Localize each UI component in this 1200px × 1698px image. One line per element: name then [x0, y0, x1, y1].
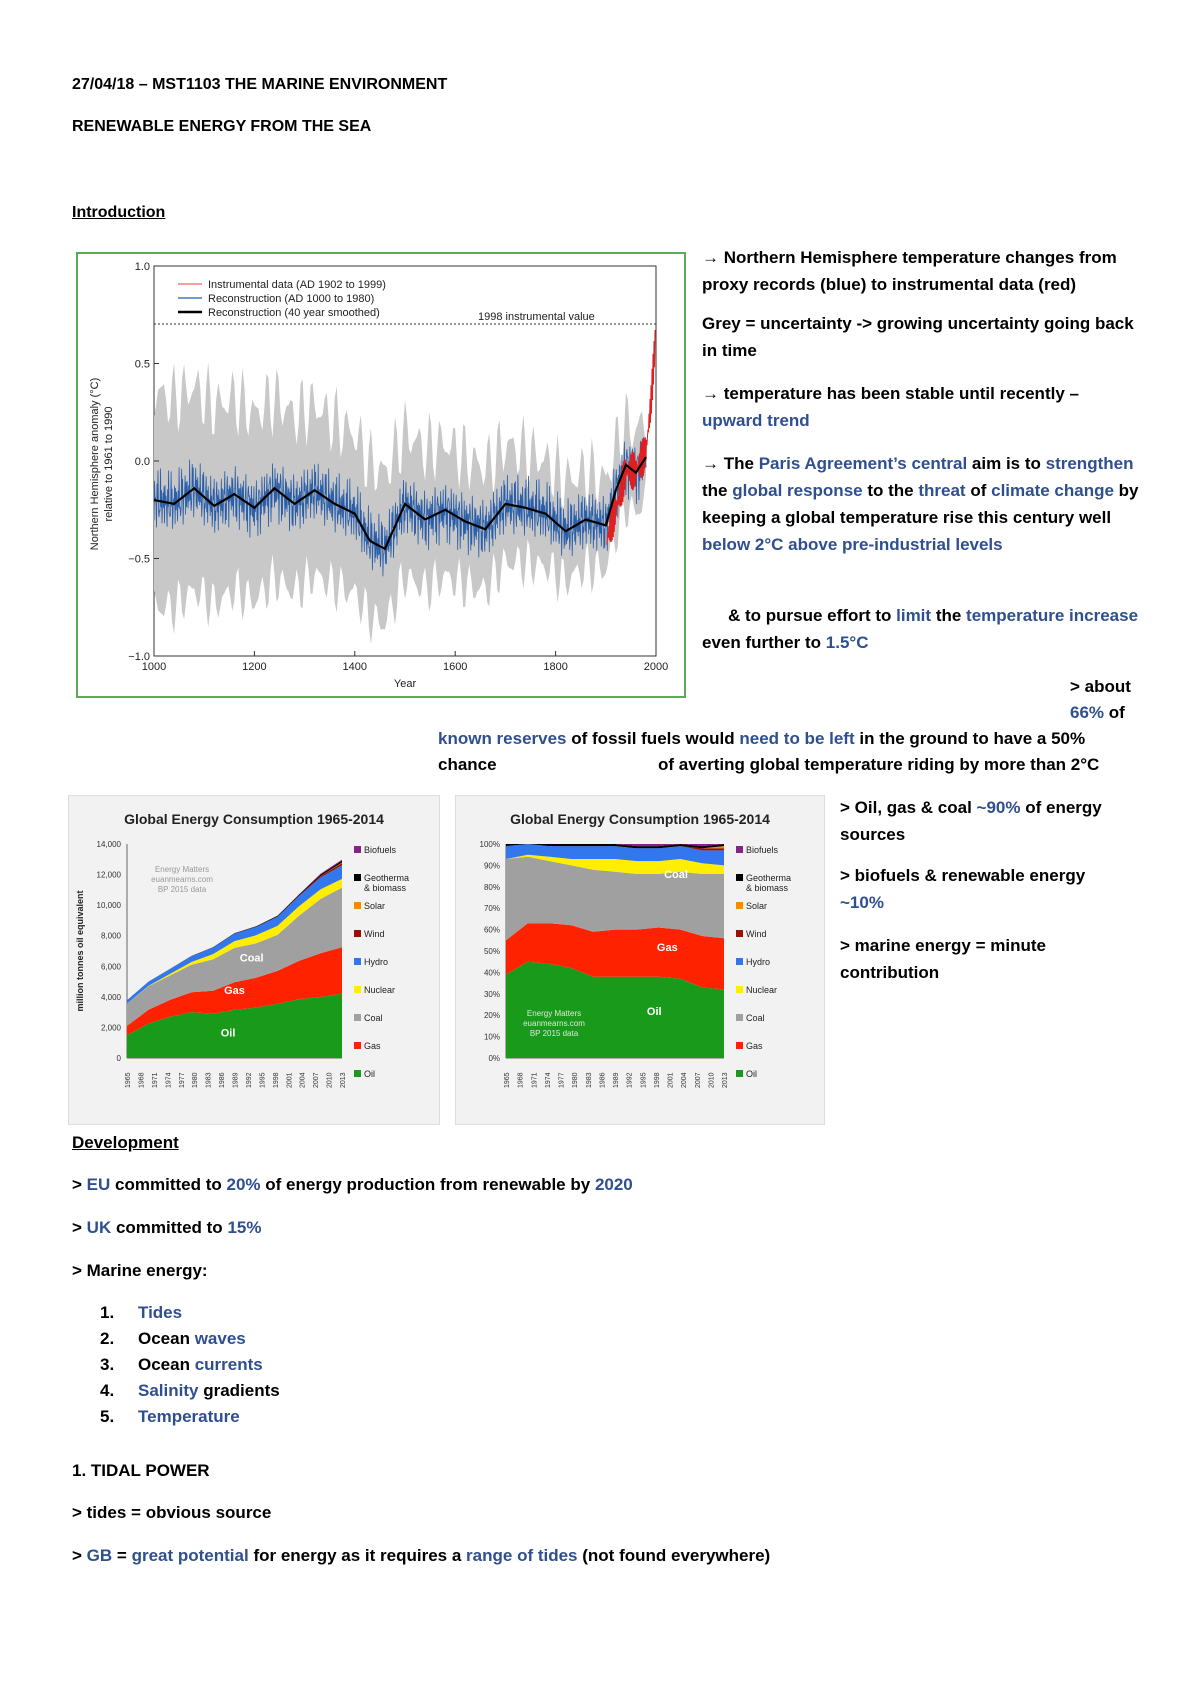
list-text: Ocean	[138, 1329, 195, 1348]
list-number: 1.	[100, 1303, 115, 1322]
note-text: even further to	[702, 633, 822, 652]
list-number: 3.	[100, 1355, 115, 1374]
watermark-line: euanmearns.com	[523, 1019, 585, 1028]
note-highlight: 66%	[1070, 703, 1105, 722]
x-tick-label: 1971	[531, 1072, 539, 1088]
energy-chart-percent-frame	[455, 795, 825, 1125]
x-tick-label: 1968	[517, 1072, 525, 1088]
note-text: by keeping a global temperature rise this century well	[702, 481, 1139, 527]
legend-label: Coal	[746, 1013, 765, 1023]
note-text: → temperature has been stable until recently –	[702, 384, 1079, 403]
temperature-chart	[78, 254, 684, 696]
x-tick-label: 1995	[259, 1072, 267, 1088]
note-highlight: temperature increase	[966, 606, 1139, 625]
legend-swatch	[354, 958, 361, 965]
annotation-1998: 1998 instrumental value	[478, 311, 595, 323]
y-tick-label: 10,000	[96, 901, 121, 911]
marine-energy-list	[100, 1300, 280, 1430]
lecture-title: RENEWABLE ENERGY FROM THE SEA	[72, 118, 372, 135]
x-tick-label: 1995	[640, 1072, 648, 1088]
watermark-line: euanmearns.com	[151, 875, 213, 884]
note-highlight: below 2°C above pre-industrial levels	[702, 535, 1003, 554]
list-highlight: waves	[194, 1329, 246, 1348]
y-tick-label: −1.0	[128, 651, 150, 663]
legend-label: Oil	[746, 1069, 757, 1079]
x-tick-label: 1968	[138, 1072, 146, 1088]
y-axis-label-1: Northern Hemisphere anomaly (°C)	[89, 377, 101, 551]
watermark-line: Energy Matters	[154, 865, 210, 874]
y-tick-label: 20%	[483, 1011, 500, 1021]
y-tick-label: 100%	[479, 840, 500, 849]
legend-instrumental: Instrumental data (AD 1902 to 1999)	[208, 279, 386, 291]
series-label-oil: Oil	[220, 1027, 236, 1040]
x-tick-label: 1986	[599, 1072, 607, 1088]
energy-note-1	[840, 794, 1140, 848]
x-tick-label: 1974	[544, 1072, 552, 1088]
note-text: of	[1108, 703, 1125, 722]
legend-label: Biofuels	[364, 845, 397, 855]
tidal-note-1: > tides = obvious source	[72, 1503, 272, 1522]
intro-note-3	[702, 380, 1142, 434]
x-tick-label: 1983	[585, 1072, 593, 1088]
list-highlight: Temperature	[138, 1407, 240, 1426]
note-text: → The	[702, 454, 754, 473]
legend-swatch	[354, 874, 361, 881]
y-tick-label: 60%	[483, 925, 500, 935]
y-tick-label: 90%	[483, 861, 500, 871]
energy-chart-absolute	[69, 796, 439, 1124]
note-chance: chance	[438, 755, 497, 774]
list-number: 5.	[100, 1407, 115, 1426]
list-item	[100, 1352, 280, 1378]
x-tick-label: 2000	[643, 661, 669, 673]
x-tick-label: 2007	[694, 1072, 702, 1088]
intro-note-1	[702, 244, 1142, 298]
note-text: > marine energy = minute contribution	[840, 936, 1046, 982]
note-text: & to pursue effort to	[728, 606, 892, 625]
legend-label: & biomass	[364, 883, 407, 893]
y-tick-label: 0%	[488, 1054, 500, 1063]
legend-swatch	[736, 874, 743, 881]
list-item	[100, 1378, 280, 1404]
y-tick-label: 70%	[483, 904, 500, 914]
x-tick-label: 2007	[313, 1072, 321, 1088]
x-tick-label: 2013	[722, 1072, 729, 1088]
x-tick-label: 2010	[326, 1072, 334, 1088]
x-tick-label: 1800	[543, 661, 568, 673]
series-label-gas: Gas	[656, 942, 678, 954]
legend-swatch	[354, 1042, 361, 1049]
note-highlight: known reserves	[438, 729, 567, 748]
note-averting: of averting global temperature riding by more than 2°C	[658, 755, 1100, 774]
note-highlight: need to be left	[739, 729, 855, 748]
watermark-line: BP 2015 data	[529, 1029, 579, 1038]
uk-commitment	[72, 1215, 261, 1240]
x-tick-label: 1400	[342, 661, 368, 673]
note-highlight: global response	[732, 481, 863, 500]
x-tick-label: 2010	[708, 1072, 716, 1088]
note-text: aim is to	[971, 454, 1041, 473]
legend-label: Nuclear	[364, 985, 396, 995]
y-tick-label: 40%	[483, 968, 500, 978]
legend-smoothed: Reconstruction (40 year smoothed)	[208, 307, 380, 319]
x-tick-label: 1971	[151, 1072, 159, 1088]
x-tick-label: 1000	[141, 661, 167, 673]
note-text: for energy as it requires a	[253, 1546, 462, 1565]
note-highlight: ~10%	[840, 893, 884, 912]
eu-commitment	[72, 1172, 633, 1197]
note-highlight: GB	[86, 1546, 113, 1565]
y-tick-label: 10%	[483, 1032, 500, 1042]
list-item	[100, 1300, 280, 1326]
legend-label: Wind	[746, 929, 767, 939]
marine-energy-label: > Marine energy:	[72, 1261, 208, 1280]
list-item	[100, 1404, 280, 1430]
date-course-line: 27/04/18 – MST1103 THE MARINE ENVIRONMENT	[72, 76, 448, 93]
y-tick-label: 14,000	[96, 840, 121, 849]
note-text: committed to	[115, 1175, 222, 1194]
y-axis-label-2: relative to 1961 to 1990	[103, 406, 115, 522]
x-tick-label: 1983	[205, 1072, 213, 1088]
x-tick-label: 1965	[125, 1072, 132, 1088]
legend-swatch	[736, 930, 743, 937]
note-highlight: 2020	[594, 1175, 633, 1194]
y-tick-label: 1.0	[134, 261, 150, 273]
note-reserves-line	[438, 726, 1085, 751]
tidal-power-heading: 1. TIDAL POWER	[72, 1461, 210, 1480]
y-tick-label: 30%	[483, 989, 500, 999]
series-label-coal: Coal	[239, 952, 264, 965]
x-tick-label: 2004	[299, 1072, 307, 1088]
note-highlight: UK	[86, 1218, 112, 1237]
tidal-note-2	[72, 1543, 770, 1568]
note-highlight: limit	[896, 606, 932, 625]
list-text: gradients	[198, 1381, 280, 1400]
x-tick-label: 1977	[178, 1072, 186, 1088]
legend-swatch	[736, 902, 743, 909]
legend-label: Solar	[746, 901, 768, 911]
y-tick-label: 0.5	[134, 358, 150, 371]
note-text: of fossil fuels would	[571, 729, 735, 748]
note-text: Grey = uncertainty -> growing uncertainty going back in time	[702, 314, 1134, 360]
legend-label: Coal	[364, 1013, 383, 1023]
note-highlight: ~90%	[976, 798, 1021, 817]
legend-swatch	[736, 958, 743, 965]
legend-label: Geotherma	[364, 873, 410, 883]
list-highlight: currents	[194, 1355, 263, 1374]
y-tick-label: 6,000	[100, 962, 121, 972]
note-highlight: 15%	[227, 1218, 262, 1237]
legend-swatch	[354, 846, 361, 853]
list-number: 4.	[100, 1381, 115, 1400]
legend-label: Gas	[364, 1041, 381, 1051]
note-text: the	[935, 606, 962, 625]
x-tick-label: 1989	[232, 1072, 240, 1088]
x-tick-label: 1986	[219, 1072, 227, 1088]
legend-label: & biomass	[746, 883, 789, 893]
note-highlight: upward trend	[702, 411, 810, 430]
legend-label: Hydro	[746, 957, 771, 967]
note-text: committed to	[115, 1218, 223, 1237]
note-text: =	[116, 1546, 127, 1565]
series-label-coal: Coal	[664, 869, 688, 882]
note-highlight: strengthen	[1045, 454, 1134, 473]
note-text: (not found everywhere)	[582, 1546, 771, 1565]
legend-swatch	[736, 1042, 743, 1049]
legend-label: Oil	[364, 1069, 375, 1079]
legend-label: Hydro	[364, 957, 389, 967]
list-highlight: Tides	[138, 1303, 183, 1322]
legend-label: Wind	[364, 929, 385, 939]
note-highlight: Paris Agreement’s central	[758, 454, 968, 473]
y-tick-label: 0.0	[134, 456, 150, 468]
x-tick-label: 1600	[442, 661, 468, 673]
intro-note-2	[702, 310, 1142, 364]
list-highlight: Salinity	[138, 1381, 199, 1400]
note-highlight: climate change	[991, 481, 1114, 500]
legend-swatch	[736, 986, 743, 993]
legend-swatch	[736, 1014, 743, 1021]
x-tick-label: 1998	[653, 1072, 661, 1088]
legend-swatch	[354, 1070, 361, 1077]
energy-chart-title: Global Energy Consumption 1965-2014	[124, 811, 384, 827]
watermark-line: BP 2015 data	[157, 885, 207, 894]
legend-swatch	[736, 846, 743, 853]
development-heading: Development	[72, 1133, 179, 1152]
legend-swatch	[354, 930, 361, 937]
intro-note-4	[702, 450, 1142, 558]
legend-reconstruction: Reconstruction (AD 1000 to 1980)	[208, 293, 375, 305]
y-axis-label: million tonnes oil equivalent	[75, 890, 85, 1012]
y-tick-label: −0.5	[128, 553, 150, 566]
legend-label: Nuclear	[746, 985, 778, 995]
energy-chart-absolute-frame	[68, 795, 440, 1125]
note-highlight: 1.5°C	[825, 633, 869, 652]
list-text: Ocean	[138, 1355, 195, 1374]
energy-chart-title: Global Energy Consumption 1965-2014	[510, 811, 770, 827]
legend-label: Biofuels	[746, 845, 779, 855]
x-tick-label: 1989	[613, 1072, 620, 1088]
energy-note-3	[840, 932, 1080, 986]
x-tick-label: 2001	[667, 1072, 675, 1088]
legend-swatch	[354, 902, 361, 909]
x-tick-label: 1977	[558, 1072, 566, 1088]
intro-note-5	[702, 602, 1142, 656]
note-text: of energy production from renewable by	[265, 1175, 591, 1194]
list-item	[100, 1326, 280, 1352]
y-tick-label: 0	[116, 1054, 121, 1063]
y-tick-label: 2,000	[100, 1023, 121, 1033]
note-text: >	[72, 1175, 82, 1194]
legend-label: Gas	[746, 1041, 763, 1051]
series-label-oil: Oil	[646, 1006, 662, 1019]
note-text: >	[72, 1218, 82, 1237]
note-highlight: 20%	[226, 1175, 261, 1194]
note-text: the	[702, 481, 728, 500]
x-tick-label: 1992	[626, 1072, 634, 1088]
x-tick-label: 1998	[272, 1072, 280, 1088]
legend-swatch	[736, 1070, 743, 1077]
note-highlight: EU	[86, 1175, 111, 1194]
y-tick-label: 8,000	[100, 931, 121, 941]
note-highlight: great potential	[131, 1546, 249, 1565]
note-text: in the ground to have a 50%	[859, 729, 1086, 748]
note-text: → Northern Hemisphere temperature changes from proxy records (blue) to instrumental data (red)	[702, 248, 1117, 294]
energy-chart-percent	[456, 796, 824, 1124]
series-label-gas: Gas	[224, 984, 245, 997]
note-text: of energy sources	[840, 798, 1102, 844]
x-tick-label: 1200	[242, 661, 267, 673]
note-66-line	[1070, 700, 1125, 725]
x-tick-label: 1974	[165, 1072, 173, 1088]
x-tick-label: 2004	[681, 1072, 689, 1088]
list-number: 2.	[100, 1329, 115, 1348]
note-text: of	[970, 481, 987, 500]
legend-label: Geotherma	[746, 873, 792, 883]
note-about: > about	[1070, 677, 1131, 696]
x-tick-label: 1980	[192, 1072, 200, 1088]
legend-swatch	[354, 1014, 361, 1021]
x-tick-label: 2013	[340, 1072, 347, 1088]
y-tick-label: 80%	[483, 882, 500, 892]
y-tick-label: 12,000	[96, 870, 121, 880]
x-tick-label: 1980	[572, 1072, 580, 1088]
note-text: > biofuels & renewable energy	[840, 866, 1086, 885]
x-tick-label: 1992	[245, 1072, 253, 1088]
note-text: >	[72, 1546, 82, 1565]
note-highlight: threat	[918, 481, 966, 500]
introduction-heading: Introduction	[72, 204, 166, 221]
note-highlight: range of tides	[466, 1546, 578, 1565]
energy-note-2	[840, 862, 1140, 916]
legend-label: Solar	[364, 901, 386, 911]
x-axis-label: Year	[393, 678, 417, 690]
note-text: to the	[867, 481, 914, 500]
temperature-chart-frame	[76, 252, 686, 698]
x-tick-label: 1965	[504, 1072, 511, 1088]
x-tick-label: 2001	[286, 1072, 294, 1088]
watermark-line: Energy Matters	[526, 1009, 582, 1018]
y-tick-label: 4,000	[100, 992, 121, 1002]
note-text: > Oil, gas & coal	[840, 798, 972, 817]
legend-swatch	[354, 986, 361, 993]
y-tick-label: 50%	[483, 947, 500, 956]
